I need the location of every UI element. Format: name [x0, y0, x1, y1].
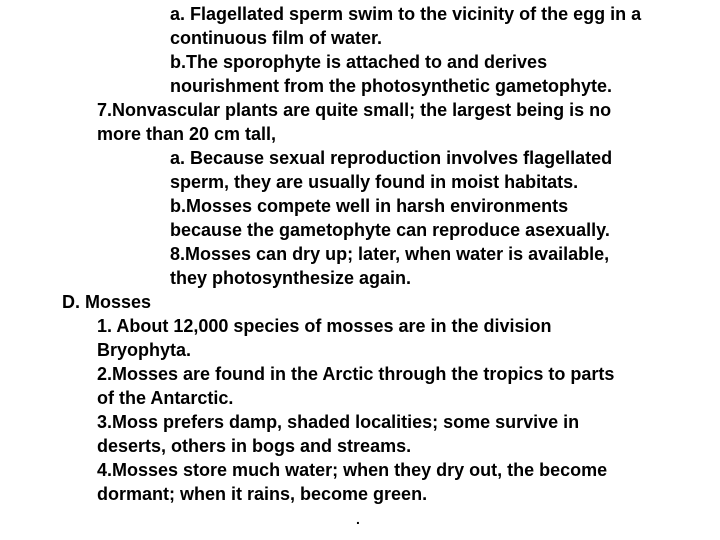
text-line: b.The sporophyte is attached to and derives	[170, 52, 548, 72]
text-line: a. Flagellated sperm swim to the vicinity of the egg in a	[170, 4, 642, 24]
text-line: 3.Moss prefers damp, shaded localities; some survive in	[97, 412, 580, 432]
text-line: a. Because sexual reproduction involves flagellated	[170, 148, 613, 168]
text-line: they photosynthesize again.	[170, 268, 412, 288]
text-line: 2.Mosses are found in the Arctic through the tropics to parts	[97, 364, 615, 384]
text-line: 4.Mosses store much water; when they dry out, the become	[97, 460, 608, 480]
text-line: dormant; when it rains, become green.	[97, 484, 428, 504]
section-heading: D. Mosses	[62, 292, 152, 312]
text-line: 7.Nonvascular plants are quite small; the largest being is no	[97, 100, 612, 120]
text-line: nourishment from the photosynthetic gametophyte.	[170, 76, 613, 96]
footer-dot: .	[356, 511, 360, 527]
text-line: continuous film of water.	[170, 28, 383, 48]
text-line: because the gametophyte can reproduce asexually.	[170, 220, 610, 240]
text-line: 8.Mosses can dry up; later, when water is available,	[170, 244, 610, 264]
text-line: b.Mosses compete well in harsh environments	[170, 196, 569, 216]
text-line: more than 20 cm tall,	[97, 124, 277, 144]
text-line: of the Antarctic.	[97, 388, 234, 408]
text-line: Bryophyta.	[97, 340, 192, 360]
text-line: 1. About 12,000 species of mosses are in the division	[97, 316, 552, 336]
text-line: sperm, they are usually found in moist habitats.	[170, 172, 579, 192]
text-line: deserts, others in bogs and streams.	[97, 436, 412, 456]
